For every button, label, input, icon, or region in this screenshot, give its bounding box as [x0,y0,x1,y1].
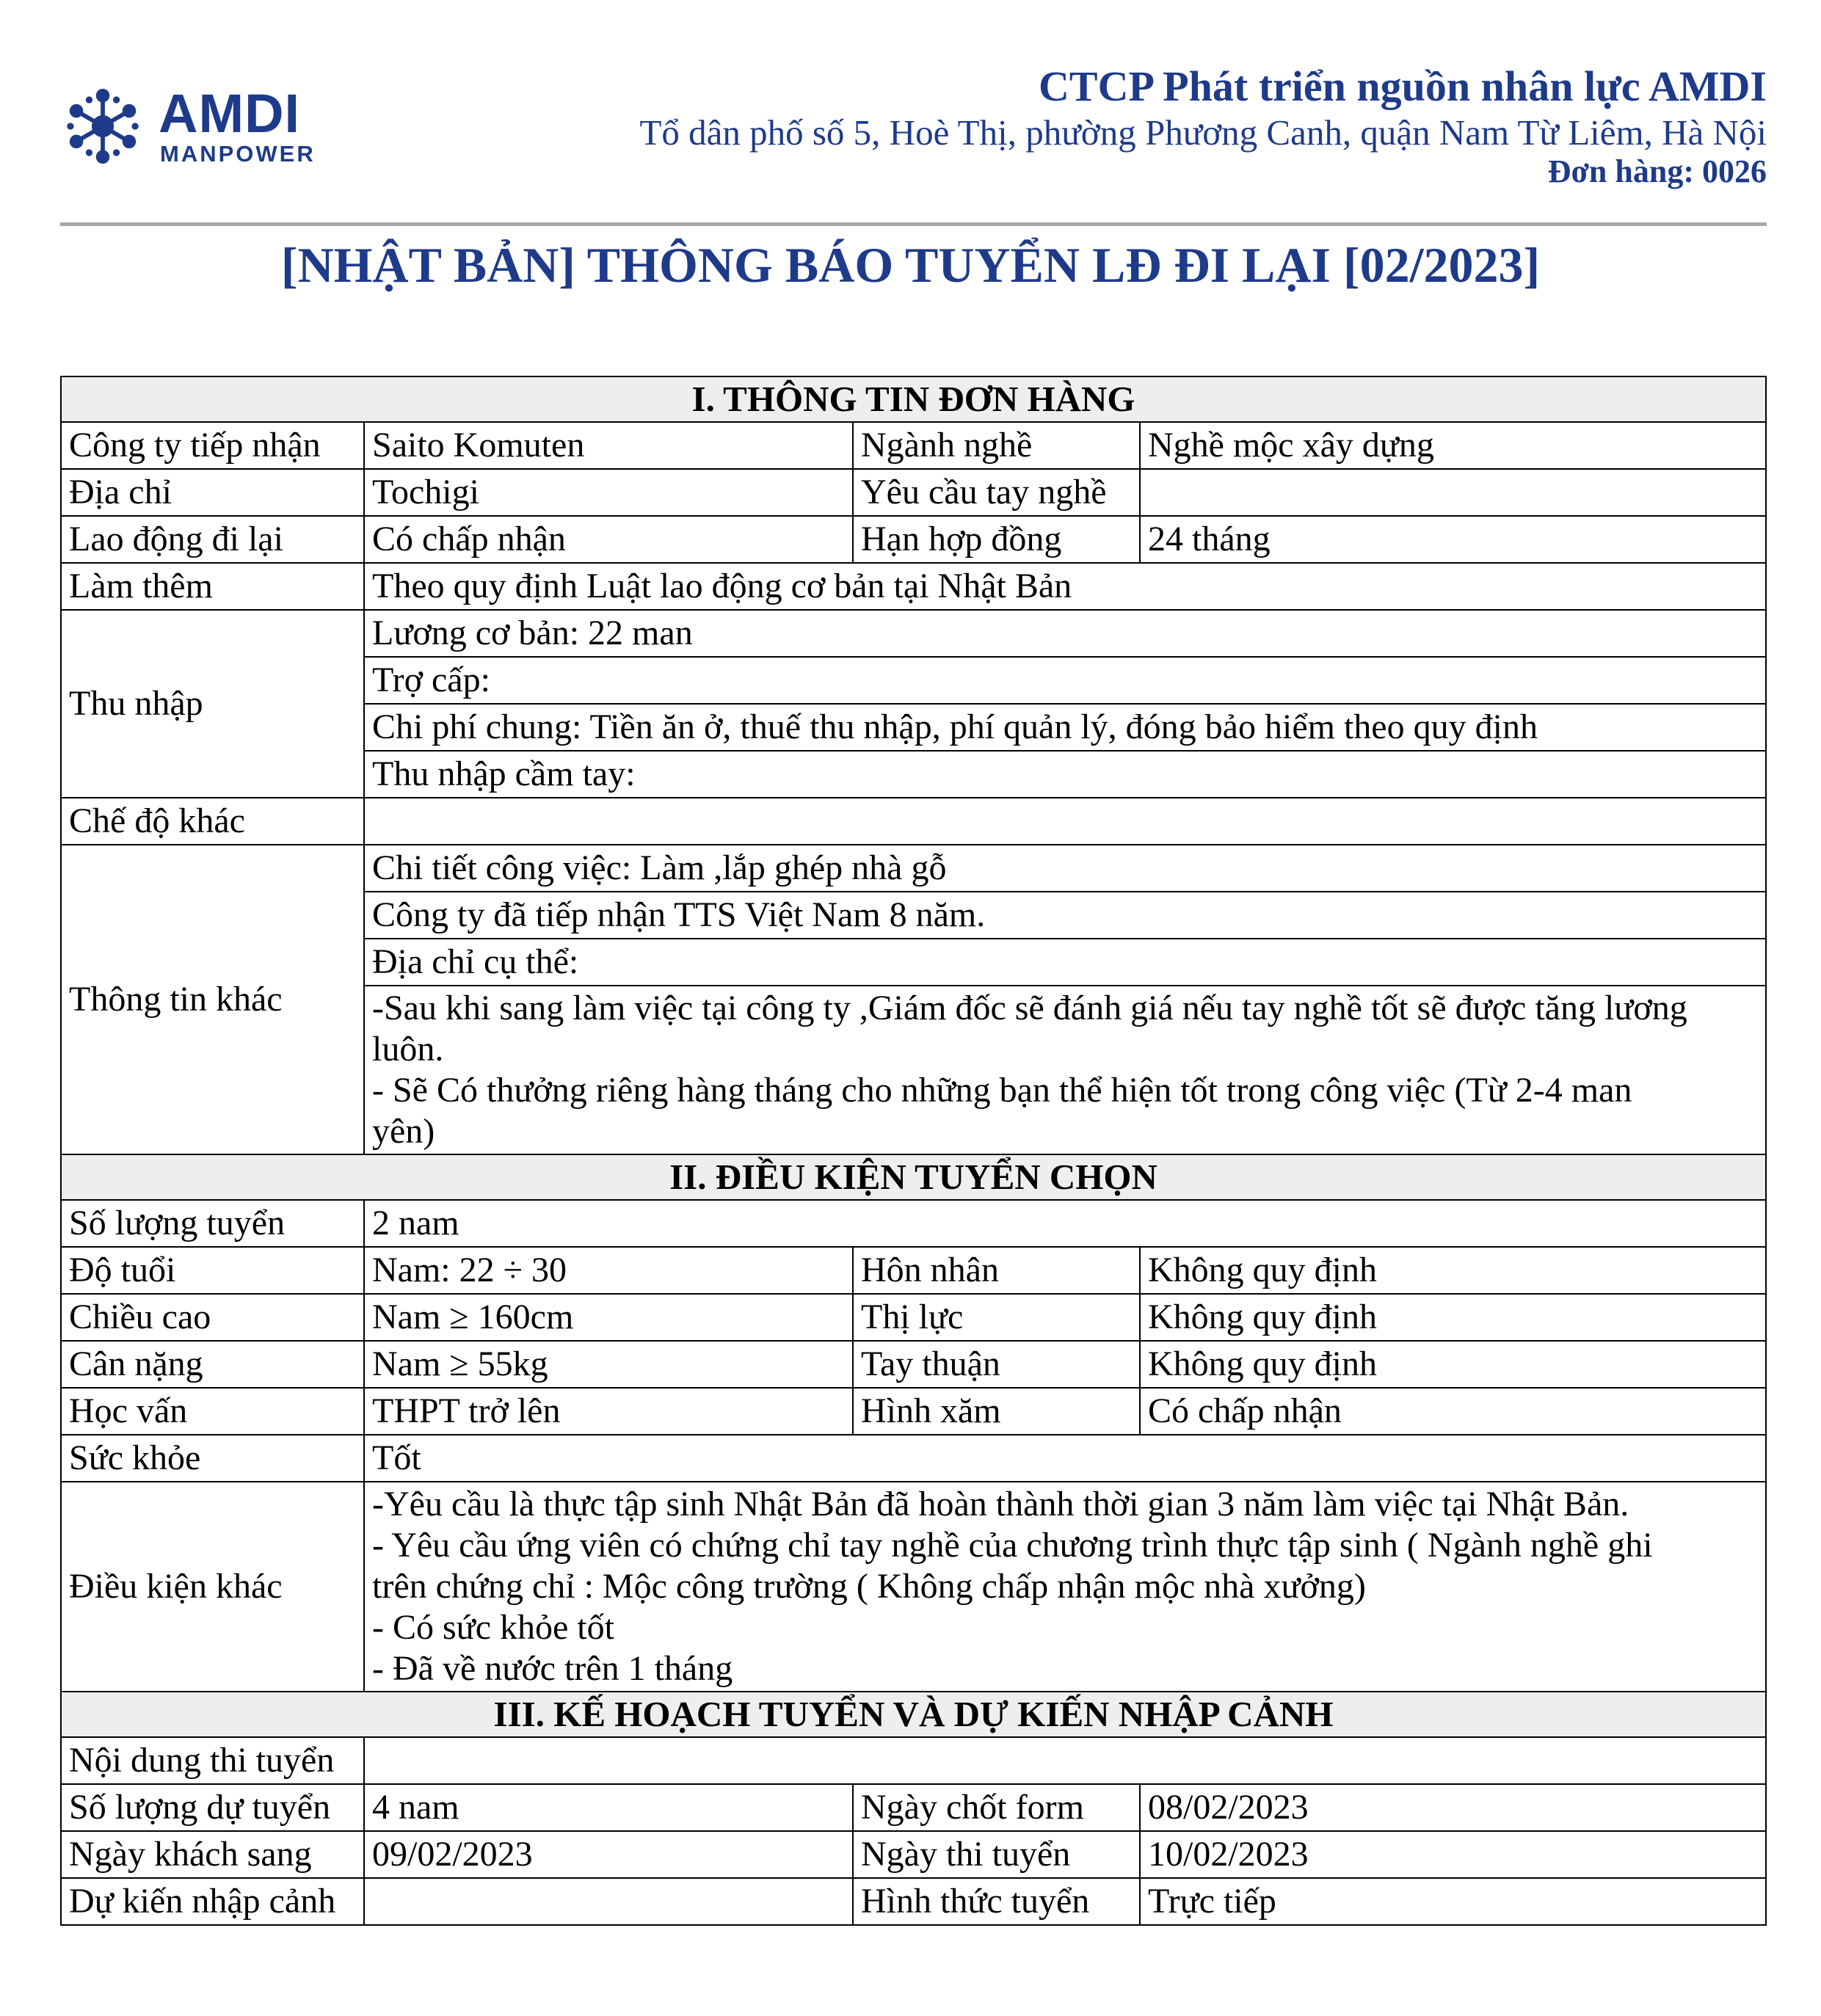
field-label: Cân nặng [61,1341,364,1388]
field-label: Độ tuổi [61,1247,364,1294]
field-label: Công ty tiếp nhận [61,422,364,469]
overtime-value: Theo quy định Luật lao động cơ bản tại Nhật Bản [364,563,1766,610]
note-line: - Sẽ Có thưởng riêng hàng tháng cho những bạn thể hiện tốt trong công việc (Từ 2-4 man [372,1071,1632,1110]
table-row [61,1435,1766,1482]
table-row [61,1482,1766,1692]
section-heading-selection-criteria: II. ĐIỀU KIỆN TUYỂN CHỌN [61,1154,1766,1200]
tattoo-value: Có chấp nhận [1140,1388,1766,1435]
logo-subtitle: MANPOWER [160,141,316,167]
condition-line: - Đã về nước trên 1 tháng [372,1649,733,1688]
table-row [61,1294,1766,1341]
company-name: CTCP Phát triển nguồn nhân lực AMDI [1039,62,1767,110]
field-label: Địa chỉ [61,469,364,516]
exam-date-value: 10/02/2023 [1140,1831,1766,1878]
education-value: THPT trở lên [364,1388,853,1435]
condition-line: - Có sức khỏe tốt [372,1608,614,1647]
field-label: Ngành nghề [853,422,1140,469]
note-line: yên) [372,1112,435,1151]
field-label: Số lượng dự tuyển [61,1784,364,1831]
field-label: Ngày khách sang [61,1831,364,1878]
client-visit-value: 09/02/2023 [364,1831,853,1878]
table-row [61,845,1766,892]
note-line: luôn. [372,1030,444,1069]
order-number: Đơn hàng: 0026 [1547,153,1767,189]
table-row [61,798,1766,845]
table-row [61,516,1766,563]
people-network-icon [60,84,145,169]
field-label: Số lượng tuyển [61,1200,364,1247]
address-value: Tochigi [364,469,853,516]
condition-line: trên chứng chỉ : Mộc công trường ( Không chấp nhận mộc nhà xưởng) [372,1567,1366,1606]
other-info-notes [364,986,1766,1154]
condition-line: -Yêu cầu là thực tập sinh Nhật Bản đã hoàn thành thời gian 3 năm làm việc tại Nhật Bản. [372,1485,1629,1524]
field-label: Sức khỏe [61,1435,364,1482]
field-label: Hình xăm [853,1388,1140,1435]
field-label: Ngày chốt form [853,1784,1140,1831]
table-row [61,469,1766,516]
field-label: Lao động đi lại [61,516,364,563]
table-row [61,1737,1766,1784]
document-title: [NHẬT BẢN] THÔNG BÁO TUYỂN LĐ ĐI LẠI [02/2023] [280,237,1541,293]
weight-value: Nam ≥ 55kg [364,1341,853,1388]
field-label: Điều kiện khác [61,1482,364,1692]
field-label: Chiều cao [61,1294,364,1341]
order-table [60,376,1767,1926]
exam-content-value [364,1737,1766,1784]
returning-value: Có chấp nhận [364,516,853,563]
logo-name: AMDI [159,83,301,144]
field-label: Ngày thi tuyển [853,1831,1140,1878]
section-heading-order-info: I. THÔNG TIN ĐƠN HÀNG [61,376,1766,422]
health-value: Tốt [364,1435,1766,1482]
field-label: Thông tin khác [61,845,364,1154]
field-label: Yêu cầu tay nghề [853,469,1140,516]
income-item: Trợ cấp: [364,657,1766,704]
field-label: Học vấn [61,1388,364,1435]
header-divider [60,222,1767,226]
other-info-item: Công ty đã tiếp nhận TTS Việt Nam 8 năm. [364,892,1766,939]
table-row [61,422,1766,469]
income-item: Lương cơ bản: 22 man [364,610,1766,657]
other-info-item: Chi tiết công việc: Làm ,lắp ghép nhà gỗ [364,845,1766,892]
entry-value [364,1878,853,1925]
condition-line: - Yêu cầu ứng viên có chứng chỉ tay nghề của chương trình thực tập sinh ( Ngành nghề ghi [372,1526,1653,1565]
method-value: Trực tiếp [1140,1878,1766,1925]
vision-value: Không quy định [1140,1294,1766,1341]
candidates-value: 4 nam [364,1784,853,1831]
height-value: Nam ≥ 160cm [364,1294,853,1341]
field-label: Hình thức tuyển [853,1878,1140,1925]
field-label: Thu nhập [61,610,364,798]
field-label: Hạn hợp đồng [853,516,1140,563]
contract-value: 24 tháng [1140,516,1766,563]
company-address: Tổ dân phố số 5, Hoè Thị, phường Phương Canh, quận Nam Từ Liêm, Hà Nội [639,112,1767,153]
section-heading-recruitment-plan: III. KẾ HOẠCH TUYỂN VÀ DỰ KIẾN NHẬP CẢNH [61,1692,1766,1737]
field-label: Thị lực [853,1294,1140,1341]
age-value: Nam: 22 ÷ 30 [364,1247,853,1294]
income-item: Thu nhập cầm tay: [364,751,1766,798]
field-label: Chế độ khác [61,798,364,845]
marital-value: Không quy định [1140,1247,1766,1294]
industry-value: Nghề mộc xây dựng [1140,422,1766,469]
field-label: Hôn nhân [853,1247,1140,1294]
other-conditions [364,1482,1766,1692]
table-row [61,1831,1766,1878]
table-row [61,563,1766,610]
form-deadline-value: 08/02/2023 [1140,1784,1766,1831]
table-row [61,1200,1766,1247]
field-label: Tay thuận [853,1341,1140,1388]
field-label: Nội dung thi tuyển [61,1737,364,1784]
table-row [61,610,1766,657]
field-label: Dự kiến nhập cảnh [61,1878,364,1925]
other-info-item: Địa chỉ cụ thể: [364,939,1766,986]
field-label: Làm thêm [61,563,364,610]
company-logo [60,79,316,171]
table-row [61,1878,1766,1925]
table-row [61,1154,1766,1200]
note-line: -Sau khi sang làm việc tại công ty ,Giám đốc sẽ đánh giá nếu tay nghề tốt sẽ được tăng lương [372,989,1687,1027]
income-item: Chi phí chung: Tiền ăn ở, thuế thu nhập, phí quản lý, đóng bảo hiểm theo quy định [364,704,1766,751]
skill-value [1140,469,1766,516]
table-row [61,376,1766,422]
quantity-value: 2 nam [364,1200,1766,1247]
company-value: Saito Komuten [364,422,853,469]
other-benefits-value [364,798,1766,845]
table-row [61,1247,1766,1294]
table-row [61,1784,1766,1831]
table-row [61,1692,1766,1737]
table-row [61,1341,1766,1388]
table-row [61,1388,1766,1435]
hand-value: Không quy định [1140,1341,1766,1388]
